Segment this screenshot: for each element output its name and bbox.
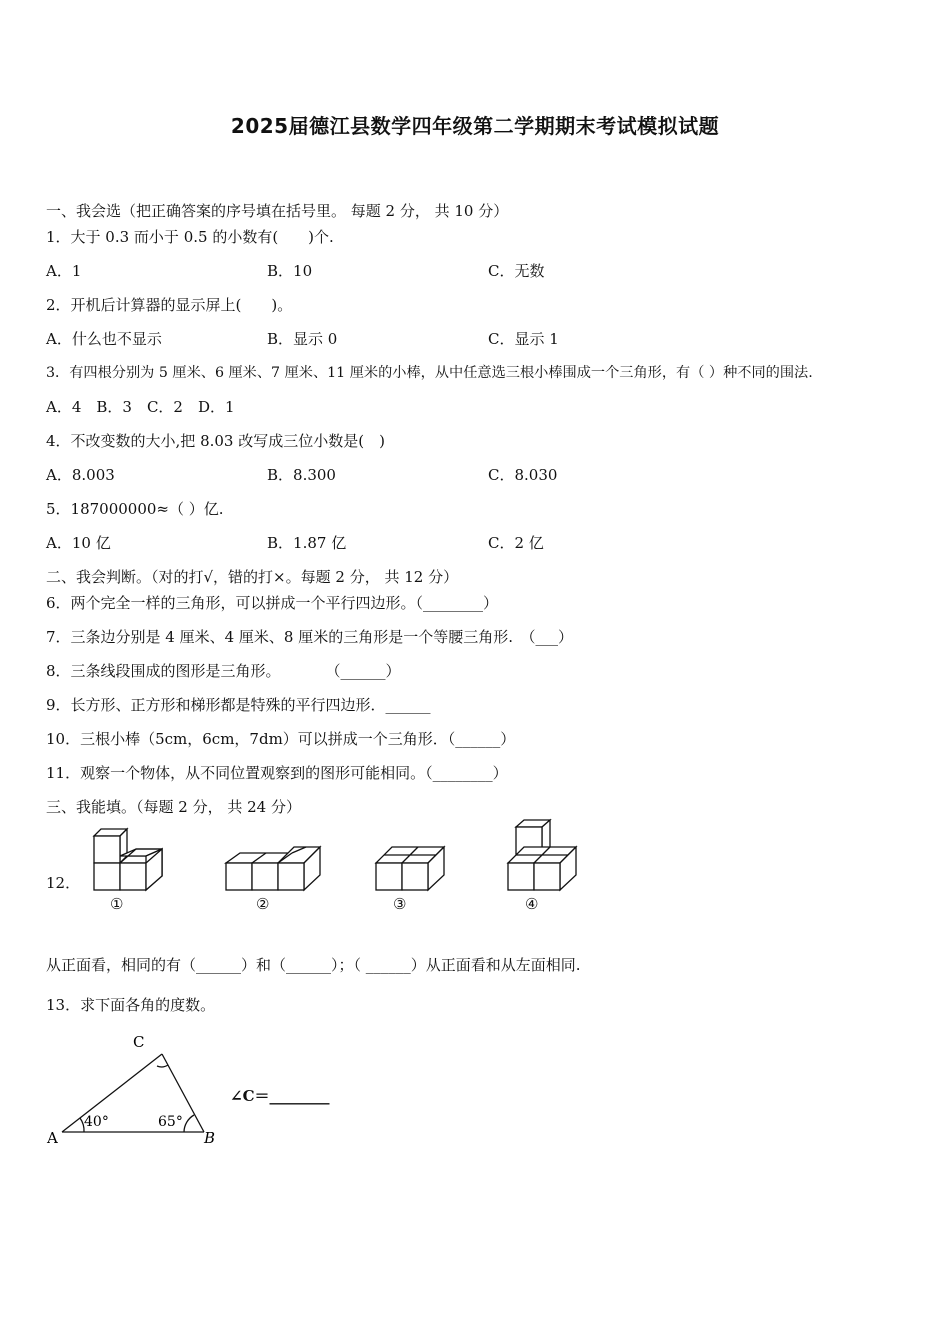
section2-heading: 二、我会判断。（对的打√，错的打×。每题 2 分， 共 12 分） xyxy=(46,568,459,586)
q5-option-c: C．2 亿 xyxy=(488,534,544,552)
figure-label-4: ④ xyxy=(525,895,539,913)
q3-options: A．4 B．3 C．2 D．1 xyxy=(46,398,235,416)
question-2: 2．开机后计算器的显示屏上( )。 xyxy=(46,296,293,314)
question-5: 5．187000000≈（ ）亿. xyxy=(46,500,224,518)
vertex-c-label: C xyxy=(133,1033,145,1051)
q4-option-c: C．8.030 xyxy=(488,466,558,484)
angle-c-answer: ∠C＝________ xyxy=(230,1087,330,1105)
section1-heading: 一、我会选（把正确答案的序号填在括号里。 每题 2 分， 共 10 分） xyxy=(46,202,509,220)
question-8: 8．三条线段围成的图形是三角形。 （______） xyxy=(46,662,401,680)
question-6: 6．两个完全一样的三角形，可以拼成一个平行四边形。（________） xyxy=(46,594,499,612)
question-4: 4．不改变数的大小,把 8.03 改写成三位小数是( ) xyxy=(46,432,385,450)
figure-label-1: ① xyxy=(110,895,124,913)
vertex-b-label: B xyxy=(204,1129,216,1147)
q1-option-c: C．无数 xyxy=(488,262,545,280)
q1-option-a: A．1 xyxy=(46,262,82,280)
question-7: 7．三条边分别是 4 厘米、4 厘米、8 厘米的三角形是一个等腰三角形. （___） xyxy=(46,628,574,646)
triangle-side-ac xyxy=(62,1054,162,1132)
vertex-a-label: A xyxy=(47,1129,58,1147)
angle-b-arc xyxy=(184,1115,194,1132)
question-1: 1．大于 0.3 而小于 0.5 的小数有( )个. xyxy=(46,228,334,246)
q2-option-c: C．显示 1 xyxy=(488,330,559,348)
question-9: 9．长方形、正方形和梯形都是特殊的平行四边形．______ xyxy=(46,696,431,714)
q1-option-b: B．10 xyxy=(267,262,313,280)
figure-label-2: ② xyxy=(256,895,270,913)
section3-heading: 三、我能填。（每题 2 分， 共 24 分） xyxy=(46,798,301,816)
question-13: 13．求下面各角的度数。 xyxy=(46,996,216,1014)
figure-label-3: ③ xyxy=(393,895,407,913)
question-12-number: 12． xyxy=(46,874,81,892)
question-10: 10．三根小棒（5cm，6cm，7dm）可以拼成一个三角形．（______） xyxy=(46,730,516,748)
cube-figure-3 xyxy=(376,847,444,890)
q5-option-b: B．1.87 亿 xyxy=(267,534,347,552)
question-3: 3．有四根分别为 5 厘米、6 厘米、7 厘米、11 厘米的小棒，从中任意选三根小棒围成一个三角形，有（ ）种不同的围法. xyxy=(46,365,813,381)
cube-figures xyxy=(80,815,600,925)
question-12-text: 从正面看，相同的有（______）和（______）；（ ______）从正面看和从左面相同. xyxy=(46,956,581,974)
cube-figure-4 xyxy=(508,820,576,890)
question-11: 11．观察一个物体，从不同位置观察到的图形可能相同。（________） xyxy=(46,764,508,782)
cube-figure-2 xyxy=(226,847,320,890)
q5-option-a: A．10 亿 xyxy=(46,534,111,552)
page-title: 2025届德江县数学四年级第二学期期末考试模拟试题 xyxy=(230,114,720,138)
q4-option-a: A．8.003 xyxy=(46,466,115,484)
angle-b-value: 65° xyxy=(158,1114,183,1130)
q4-option-b: B．8.300 xyxy=(267,466,336,484)
triangle-figure xyxy=(44,1030,234,1150)
cube-figure-1 xyxy=(94,829,162,890)
angle-c-arc xyxy=(157,1065,168,1067)
q2-option-b: B．显示 0 xyxy=(267,330,338,348)
q2-option-a: A．什么也不显示 xyxy=(46,330,162,348)
angle-a-value: 40° xyxy=(84,1114,109,1130)
